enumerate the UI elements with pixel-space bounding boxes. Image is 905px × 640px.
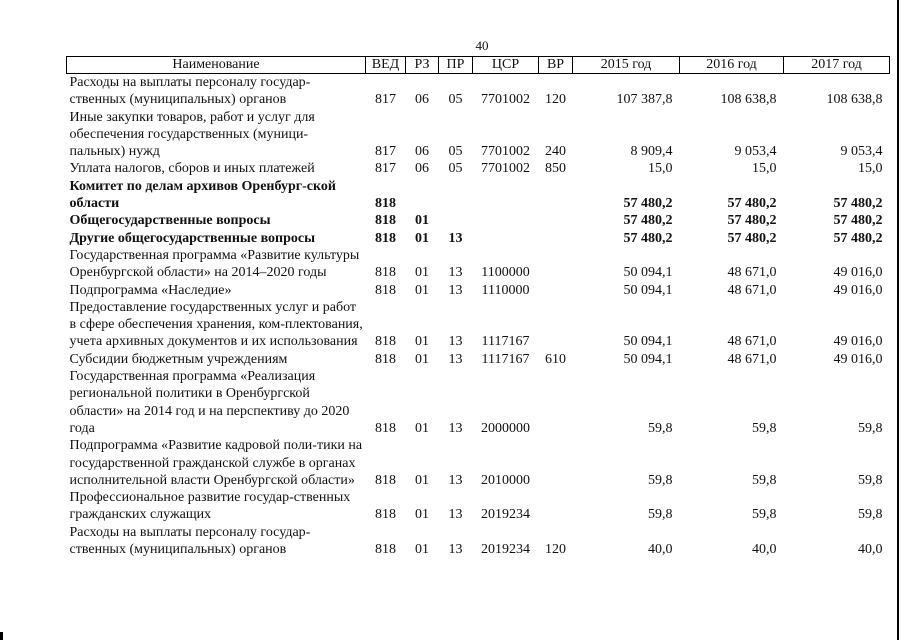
cell-name: Расходы на выплаты персоналу государ-ственных (муниципальных) органов — [69, 524, 311, 558]
cell-2016: 15,0 — [752, 161, 777, 177]
table-header-row — [67, 57, 890, 74]
cell-2016: 59,8 — [752, 507, 777, 523]
header-rz: РЗ — [406, 57, 439, 74]
cell-csr: 2010000 — [481, 472, 530, 488]
cell-2017: 57 480,2 — [833, 230, 883, 246]
cell-name: Профессиональное развитие государ-ственных гражданских служащих — [69, 490, 351, 523]
cell-2016: 9 053,4 — [734, 144, 777, 160]
cell-pr — [439, 178, 473, 213]
table-row — [67, 368, 890, 437]
cell-2015: 57 480,2 — [623, 213, 673, 229]
cell-rz: 01 — [415, 351, 429, 367]
cell-ved: 818 — [375, 213, 396, 229]
cell-rz: 01 — [415, 230, 429, 246]
cell-name: Общегосударственные вопросы — [69, 213, 271, 229]
cell-csr: 2000000 — [481, 420, 530, 436]
table-row — [67, 160, 890, 177]
table-row — [67, 524, 890, 559]
header-name: Наименование — [67, 57, 366, 74]
cell-rz: 01 — [415, 334, 429, 350]
cell-rz: 01 — [415, 507, 429, 523]
cell-csr — [473, 230, 539, 247]
cell-2015: 107 387,8 — [616, 92, 673, 108]
cell-pr: 13 — [448, 351, 463, 367]
cell-vr — [539, 212, 573, 229]
cell-name: Государственная программа «Реализация региональной политики в Оренбургской области» на 2014 год и на перспективу до 2020 года — [69, 369, 350, 436]
cell-pr: 13 — [448, 507, 463, 523]
header-2017: 2017 год — [784, 57, 890, 74]
header-2015: 2015 год — [573, 57, 680, 74]
cell-pr: 13 — [448, 334, 463, 350]
cell-2015: 57 480,2 — [623, 230, 673, 246]
cell-2015: 15,0 — [648, 161, 673, 177]
cell-2015: 8 909,4 — [630, 144, 673, 160]
table-row — [67, 74, 890, 109]
cell-2016: 59,8 — [752, 472, 777, 488]
cell-rz — [406, 178, 439, 213]
cell-csr: 1100000 — [481, 265, 530, 281]
cell-2017: 40,0 — [858, 542, 883, 558]
cell-2015: 59,8 — [648, 420, 673, 436]
cell-csr — [473, 178, 539, 213]
cell-csr: 1117167 — [481, 334, 530, 350]
cell-rz: 06 — [415, 92, 429, 108]
cell-ved: 817 — [375, 144, 396, 160]
cell-rz: 01 — [415, 213, 429, 229]
cell-ved: 817 — [375, 92, 396, 108]
cell-2016: 48 671,0 — [727, 351, 777, 367]
table-row — [67, 212, 890, 229]
cell-2017: 9 053,4 — [840, 144, 883, 160]
cell-2017: 57 480,2 — [833, 213, 883, 229]
cell-rz: 06 — [415, 161, 429, 177]
table-row — [67, 178, 890, 213]
cell-rz: 01 — [415, 472, 429, 488]
cell-name: Уплата налогов, сборов и иных платежей — [69, 161, 315, 177]
cell-vr: 120 — [545, 542, 566, 558]
cell-pr: 13 — [448, 230, 463, 246]
cell-csr: 1110000 — [481, 282, 530, 298]
table-row — [67, 299, 890, 351]
cell-vr: 120 — [545, 92, 566, 108]
cell-2015: 59,8 — [648, 507, 673, 523]
cell-pr: 13 — [448, 265, 463, 281]
cell-pr: 05 — [448, 92, 463, 108]
cell-csr: 1117167 — [481, 351, 530, 367]
budget-table — [66, 56, 890, 558]
cell-2017: 59,8 — [858, 472, 883, 488]
scan-corner-mark — [0, 632, 3, 640]
cell-vr — [539, 299, 573, 351]
cell-2015: 50 094,1 — [623, 334, 673, 350]
cell-csr — [473, 212, 539, 229]
cell-pr: 05 — [448, 161, 463, 177]
cell-ved: 818 — [375, 230, 396, 246]
table-row — [67, 109, 890, 161]
header-csr: ЦСР — [473, 57, 539, 74]
cell-ved: 818 — [375, 351, 396, 367]
cell-ved: 818 — [375, 265, 396, 281]
cell-2017: 57 480,2 — [833, 196, 883, 212]
cell-vr — [539, 437, 573, 489]
cell-csr: 2019234 — [481, 507, 530, 523]
cell-2017: 49 016,0 — [833, 334, 883, 350]
cell-pr: 13 — [448, 282, 463, 298]
cell-2017: 59,8 — [858, 420, 883, 436]
cell-vr — [539, 178, 573, 213]
cell-name: Подпрограмма «Наследие» — [69, 282, 232, 298]
cell-2016: 48 671,0 — [727, 265, 777, 281]
table-row — [67, 230, 890, 247]
cell-2017: 49 016,0 — [833, 265, 883, 281]
cell-vr — [539, 247, 573, 282]
cell-name: Предоставление государственных услуг и работ в сфере обеспечения хранения, ком-плектования, учета архивных документов и их использования — [69, 299, 363, 350]
cell-csr: 7701002 — [481, 92, 530, 108]
cell-2017: 49 016,0 — [833, 351, 883, 367]
cell-pr — [439, 212, 473, 229]
cell-2017: 108 638,8 — [826, 92, 883, 108]
cell-vr: 240 — [545, 144, 566, 160]
cell-2015: 50 094,1 — [623, 265, 673, 281]
cell-pr: 13 — [448, 542, 463, 558]
cell-name: Другие общегосударственные вопросы — [69, 230, 316, 246]
table-row — [67, 489, 890, 524]
cell-2015: 57 480,2 — [623, 196, 673, 212]
cell-vr — [539, 489, 573, 524]
cell-csr: 2019234 — [481, 542, 530, 558]
table-row — [67, 351, 890, 368]
cell-rz: 06 — [415, 144, 429, 160]
cell-ved: 817 — [375, 161, 396, 177]
cell-name: Субсидии бюджетным учреждениям — [69, 351, 288, 367]
cell-2016: 59,8 — [752, 420, 777, 436]
cell-name: Комитет по делам архивов Оренбург-ской области — [69, 178, 336, 212]
cell-2017: 15,0 — [858, 161, 883, 177]
cell-2016: 57 480,2 — [727, 230, 777, 246]
cell-ved: 818 — [375, 420, 396, 436]
cell-2016: 108 638,8 — [720, 92, 777, 108]
cell-2017: 59,8 — [858, 507, 883, 523]
page-number: 40 — [475, 38, 489, 53]
cell-ved: 818 — [375, 196, 396, 212]
cell-ved: 818 — [375, 507, 396, 523]
cell-vr: 610 — [545, 351, 566, 367]
cell-2017: 49 016,0 — [833, 282, 883, 298]
cell-ved: 818 — [375, 472, 396, 488]
cell-rz: 01 — [415, 420, 429, 436]
header-2016: 2016 год — [680, 57, 784, 74]
cell-csr: 7701002 — [481, 161, 530, 177]
cell-2015: 50 094,1 — [623, 351, 673, 367]
cell-2015: 40,0 — [648, 542, 673, 558]
cell-vr: 850 — [545, 161, 566, 177]
header-ved: ВЕД — [366, 57, 406, 74]
cell-vr — [539, 368, 573, 437]
cell-rz: 01 — [415, 265, 429, 281]
cell-csr: 7701002 — [481, 144, 530, 160]
scan-edge-line — [897, 0, 899, 640]
cell-2016: 57 480,2 — [727, 213, 777, 229]
cell-2015: 59,8 — [648, 472, 673, 488]
cell-name: Иные закупки товаров, работ и услуг для обеспечения государственных (муници-пальных) нужд — [69, 109, 315, 160]
cell-rz: 01 — [415, 542, 429, 558]
cell-pr: 05 — [448, 144, 463, 160]
table-row — [67, 247, 890, 282]
cell-ved: 818 — [375, 282, 396, 298]
cell-2016: 48 671,0 — [727, 334, 777, 350]
cell-name: Подпрограмма «Развитие кадровой поли-тики на государственной гражданской службе в органах исполнительной власти Оренбургской области» — [69, 438, 363, 488]
cell-pr: 13 — [448, 420, 463, 436]
cell-2016: 40,0 — [752, 542, 777, 558]
cell-ved: 818 — [375, 542, 396, 558]
header-pr: ПР — [439, 57, 473, 74]
cell-2016: 57 480,2 — [727, 196, 777, 212]
cell-2016: 48 671,0 — [727, 282, 777, 298]
table-row — [67, 437, 890, 489]
cell-2015: 50 094,1 — [623, 282, 673, 298]
cell-rz: 01 — [415, 282, 429, 298]
cell-name: Расходы на выплаты персоналу государ-ственных (муниципальных) органов — [69, 75, 311, 108]
header-vr: ВР — [539, 57, 573, 74]
table-row — [67, 282, 890, 299]
cell-vr — [539, 282, 573, 299]
cell-ved: 818 — [375, 334, 396, 350]
cell-name: Государственная программа «Развитие культуры Оренбургской области» на 2014–2020 годы — [69, 247, 360, 281]
cell-pr: 13 — [448, 472, 463, 488]
cell-vr — [539, 230, 573, 247]
